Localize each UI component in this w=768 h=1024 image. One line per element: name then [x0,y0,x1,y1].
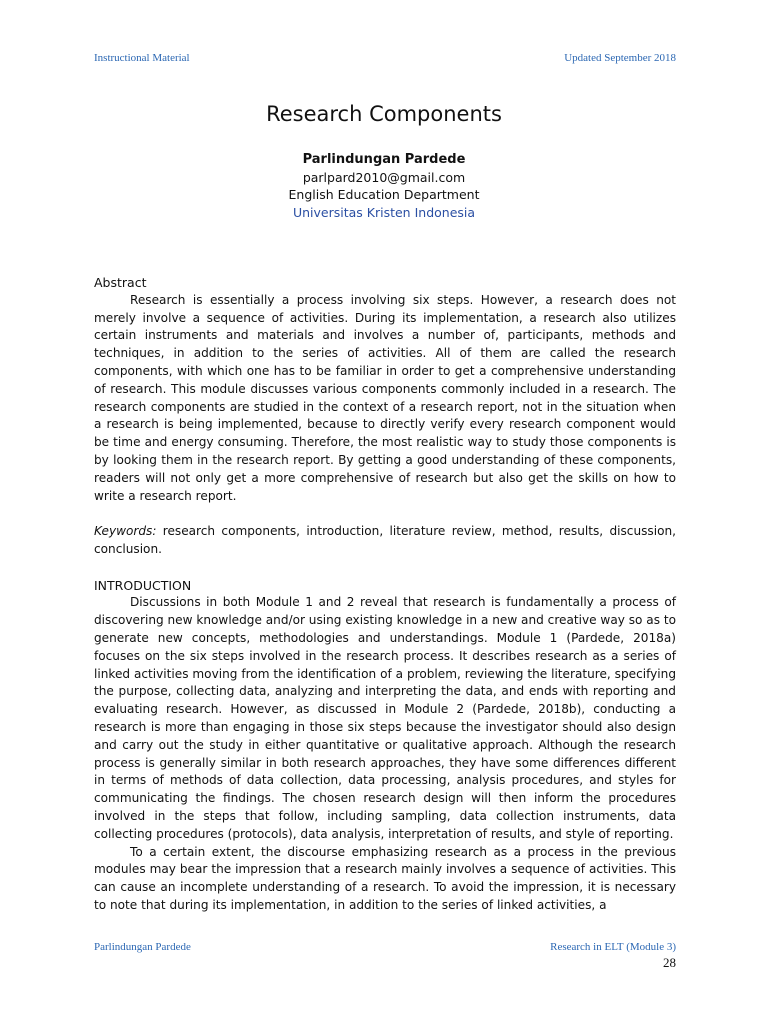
keywords-text: research components, introduction, literature review, method, results, discussion, conclusion. [94,524,676,556]
introduction-heading: INTRODUCTION [94,577,192,593]
abstract-heading: Abstract [94,275,147,290]
footer-right: Research in ELT (Module 3) [550,941,676,953]
keywords [94,523,676,559]
author-name: Parlindungan Pardede [302,152,466,167]
running-header [94,52,676,64]
author-email: parlpard2010@gmail.com [302,169,466,185]
footer-left: Parlindungan Pardede [94,941,191,953]
author-block [0,151,768,221]
header-left: Instructional Material [94,52,190,64]
keywords-label: Keywords: [94,524,157,539]
introduction-paragraph: Discussions in both Module 1 and 2 reveal that research is fundamentally a process of discovering new knowledge and/or using existing knowledge in a new and creative way so as to generate new concepts, methodologies and understandings. Module 1 (Pardede, 2018a) focuses on the six steps involved in the research process. It describes research as a series of linked activities moving from the identification of a problem, reviewing the literature, specifying the purpose, collecting data, analyzing and interpreting the data, and ends with reporting and evaluating research. However, as discussed in Module 2 (Pardede, 2018b), conducting a research is more than engaging in those six steps because the investigator should also design and carry out the study in either quantitative or qualitative approach. Although the research process is generally similar in both research approaches, they have some differences different in terms of methods of data collection, data processing, analysis procedures, and styles for communicating the findings. The chosen research design will then inform the procedures involved in the steps that follow, including sampling, data collection instruments, data collecting procedures (protocols), data analysis, interpretation of results, and style of reporting. [94,595,676,841]
paper-title: Research Components [266,102,502,126]
running-footer [94,941,676,953]
introduction-paragraph: To a certain extent, the discourse emphasizing research as a process in the previous modules may bear the impression that a research mainly involves a sequence of activities. This can cause an incomplete understanding of a research. To avoid the impression, it is necessary to note that during its implementation, in addition to the series of linked activities, a [94,844,676,912]
header-right: Updated September 2018 [564,52,676,64]
page-number: 28 [663,955,676,970]
author-university: Universitas Kristen Indonesia [292,204,476,220]
abstract-text: Research is essentially a process involving six steps. However, a research does not merely involve a sequence of activities. During its implementation, a research also utilizes certain instruments and materials and involves a number of, participants, methods and techniques, in addition to the series of activities. All of them are called the research components, with which one has to be familiar in order to get a comprehensive understanding of research. This module discusses various components commonly included in a research. The research components are studied in the context of a research report, not in the situation when a research is being implemented, because to directly verify every research component would be time and energy consuming. Therefore, the most realistic way to study those components is by looking them in the research report. By getting a good understanding of these components, readers will not only get a more comprehensive of research but also get the skills on how to write a research report. [94,292,676,503]
author-department: English Education Department [288,187,480,202]
paper-body [94,274,676,915]
